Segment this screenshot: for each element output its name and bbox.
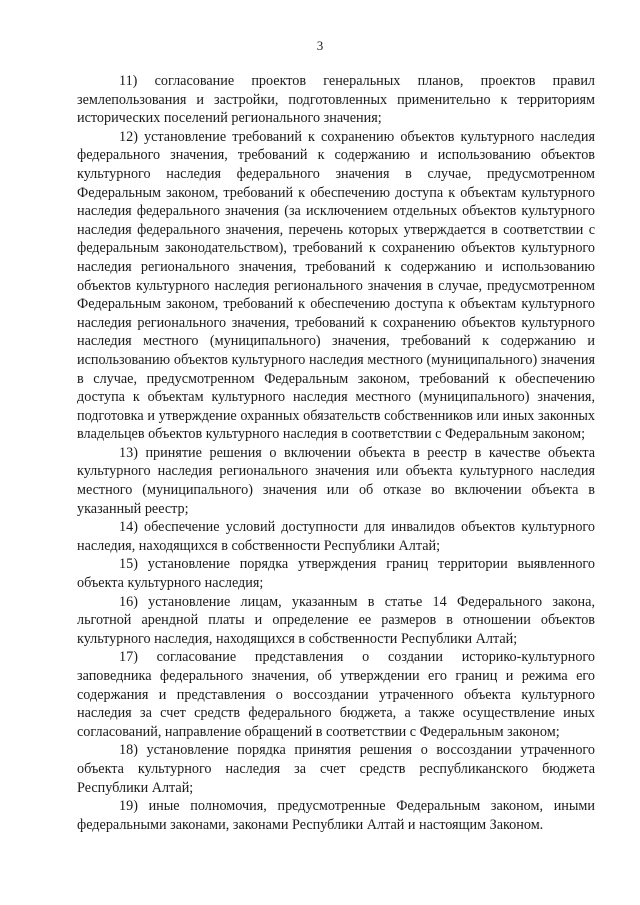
paragraph-item-17: 17) согласование представления о создании историко-культурного заповедника федерального значения, об утверждении его границ и режима его содержания и представления о воссоздании утраченного объекта культурного наследия за счет средств федерального бюджета, а также осуществление иных согласований, направление обращений в соответствии с Федеральным законом; — [77, 649, 595, 740]
paragraph-item-15: 15) установление порядка утверждения границ территории выявленного объекта культурного наследия; — [77, 556, 595, 592]
paragraph-item-16: 16) установление лицам, указанным в статье 14 Федерального закона, льготной арендной платы и определение ее размеров в отношении объектов культурного наследия, находящихся в собственности Республики Алтай; — [77, 593, 595, 647]
paragraph-item-18: 18) установление порядка принятия решения о воссоздании утраченного объекта культурного наследия за счет средств республиканского бюджета Республики Алтай; — [77, 742, 595, 796]
paragraph-item-11: 11) согласование проектов генеральных планов, проектов правил землепользования и застройки, подготовленных применительно к территориям исторических поселений регионального значения; — [77, 73, 595, 127]
paragraph-item-14: 14) обеспечение условий доступности для инвалидов объектов культурного наследия, находящихся в собственности Республики Алтай; — [77, 519, 595, 554]
page-number: 3 — [316, 38, 324, 53]
paragraph-item-19: 19) иные полномочия, предусмотренные Федеральным законом, иными федеральными законами, законами Республики Алтай и настоящим Законом. — [77, 798, 595, 833]
paragraph-item-13: 13) принятие решения о включении объекта в реестр в качестве объекта культурного наследия регионального значения или объекта культурного наследия местного (муниципального) значения или об отказе во включении объекта в указанный реестр; — [77, 444, 595, 517]
paragraph-item-12: 12) установление требований к сохранению объектов культурного наследия федерального значения, требований к содержанию и использованию объектов культурного наследия федерального значения в случае, предусмотренном Федеральным законом, требований к обеспечению доступа к объектам культурного наследия федерального значения (за исключением отдельных объектов культурного наследия федерального значения, перечень которых утверждается в соответствии с федеральным законодательством), требований к сохранению объектов культурного наследия регионального значения, требований к содержанию и использованию объектов культурного наследия регионального значения в случае, предусмотренном Федеральным законом, требований к обеспечению доступа к объектам культурного наследия регионального значения, требований к сохранению объектов культурного наследия местного (муниципального) значения, требований к содержанию и использованию объектов культурного наследия местного (муниципального) значения в случае, предусмотренном Федеральным законом, требований к обеспечению доступа к объектам культурного наследия местного (муниципального) значения, подготовка и утверждение охранных обязательств собственников или иных законных владельцев объектов культурного наследия в соответствии с Федеральным законом; — [77, 128, 595, 443]
document-body — [77, 72, 595, 834]
